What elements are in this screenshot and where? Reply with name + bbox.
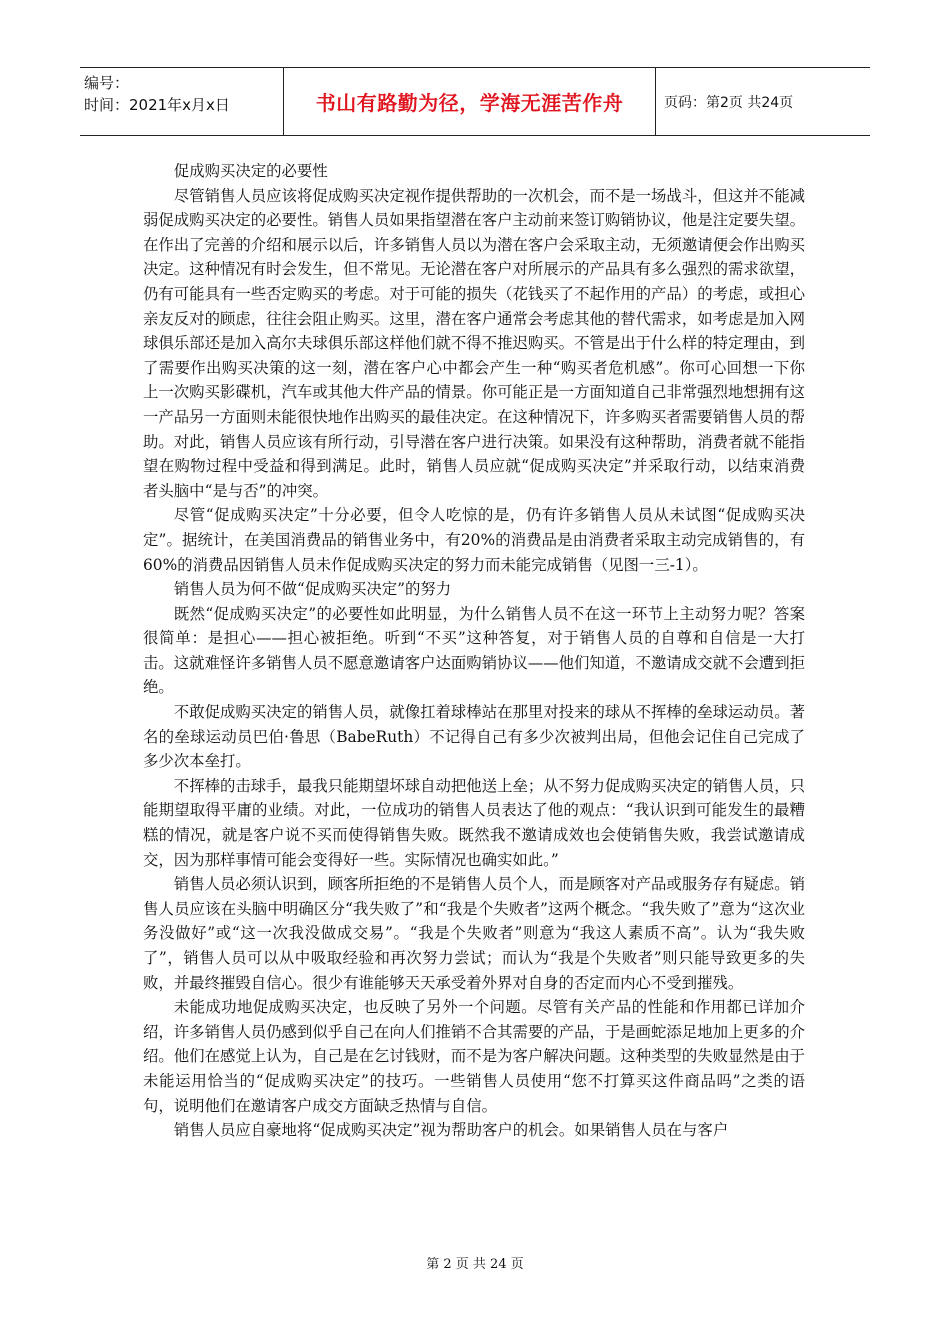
body-paragraph: 既然“促成购买决定”的必要性如此明显，为什么销售人员不在这一环节上主动努力呢？答案很简单：是担心——担心被拒绝。听到“不买”这种答复，对于销售人员的自尊和自信是一大打击。这就难怪许多销售人员不愿意邀请客户达面购销协议——他们知道，不邀请成交就不会遭到拒绝。 bbox=[143, 604, 805, 697]
header-meta-cell bbox=[80, 68, 284, 135]
section-heading: 销售人员为何不做“促成购买决定”的努力 bbox=[173, 580, 452, 599]
document-time-label: 时间：2021年x月x日 bbox=[84, 96, 230, 114]
document-number-label: 编号： bbox=[84, 74, 130, 92]
document-body bbox=[143, 159, 805, 1143]
body-paragraph: 不挥棒的击球手，最我只能期望坏球自动把他送上垒；从不努力促成购买决定的销售人员，只能期望取得平庸的业绩。对此，一位成功的销售人员表达了他的观点：“我认识到可能发生的最糟糕的情况，就是客户说不买而使得销售失败。既然我不邀请成效也会使销售失败，我尝试邀请成交，因为那样事情可能会变得好一些。实际情况也确实如此。” bbox=[143, 776, 805, 869]
body-paragraph: 不敢促成购买决定的销售人员，就像扛着球棒站在那里对投来的球从不挥棒的垒球运动员。著名的垒球运动员巴伯·鲁思（BabeRuth）不记得自己有多少次被判出局，但他会记住自己完成了多少次本垒打。 bbox=[143, 703, 805, 771]
body-paragraph: 销售人员应自豪地将“促成购买决定”视为帮助客户的机会。如果销售人员在与客户 bbox=[173, 1121, 729, 1140]
body-paragraph: 销售人员必须认识到，顾客所拒绝的不是销售人员个人，而是顾客对产品或服务存有疑虑。销售人员应该在头脑中明确区分“我失败了”和“我是个失败者”这两个概念。“我失败了”意为“这次业务没做好”或“这一次我没做成交易”。“我是个失败者”则意为“我这人素质不高”。认为“我失败了”，销售人员可以从中吸取经验和再次努力尝试；而认为“我是个失败者”则只能导致更多的失败，并最终摧毁自信心。很少有谁能够天天承受着外界对自身的否定而内心不受到摧残。 bbox=[143, 875, 805, 992]
section-heading: 促成购买决定的必要性 bbox=[173, 162, 328, 180]
header-table bbox=[80, 67, 870, 136]
page-footer: 第 2 页 共 24 页 bbox=[426, 1257, 524, 1272]
header-page-number: 页码：第2页 共24页 bbox=[664, 94, 794, 111]
body-paragraph: 尽管“促成购买决定”十分必要，但令人吃惊的是，仍有许多销售人员从未试图“促成购买决定”。据统计，在美国消费品的销售业务中，有20%的消费品是由消费者采取主动完成销售的，有60%的消费品因销售人员未作促成购买决定的努力而未能完成销售（见图一三-1）。 bbox=[143, 506, 805, 574]
body-paragraph: 未能成功地促成购买决定，也反映了另外一个问题。尽管有关产品的性能和作用都已详加介绍，许多销售人员仍感到似乎自己在向人们推销不合其需要的产品，于是画蛇添足地加上更多的介绍。他们在感觉上认为，自己是在乞讨钱财，而不是为客户解决问题。这种类型的失败显然是由于未能运用恰当的“促成购买决定”的技巧。一些销售人员使用“您不打算买这件商品吗”之类的语句，说明他们在邀请客户成交方面缺乏热情与自信。 bbox=[143, 998, 805, 1115]
body-paragraph: 尽管销售人员应该将促成购买决定视作提供帮助的一次机会，而不是一场战斗，但这并不能减弱促成购买决定的必要性。销售人员如果指望潜在客户主动前来签订购销协议，他是注定要失望。在作出了完善的介绍和展示以后，许多销售人员以为潜在客户会采取主动，无须邀请便会作出购买决定。这种情况有时会发生，但不常见。无论潜在客户对所展示的产品具有多么强烈的需求欲望，仍有可能具有一些否定购买的考虑。对于可能的损失（花钱买了不起作用的产品）的考虑，或担心亲友反对的顾虑，往往会阻止购买。这里，潜在客户通常会考虑其他的替代需求，如考虑是加入网球俱乐部还是加入高尔夫球俱乐部这样他们就不得不推迟购买。不管是出于什么样的特定理由，到了需要作出购买决策的这一刻，潜在客户心中都会产生一种“购买者危机感”。你可心回想一下你上一次购买影碟机，汽车或其他大件产品的情景。你可能正是一方面知道自己非常强烈地想拥有这一产品另一方面则未能很快地作出购买的最佳决定。在这种情况下，许多购买者需要销售人员的帮助。对此，销售人员应该有所行动，引导潜在客户进行决策。如果没有这种帮助，消费者就不能指望在购物过程中受益和得到满足。此时，销售人员应就“促成购买决定”并采取行动，以结束消费者头脑中“是与否”的冲突。 bbox=[143, 186, 805, 500]
header-motto: 书山有路勤为径，学海无涯苦作舟 bbox=[284, 68, 656, 135]
